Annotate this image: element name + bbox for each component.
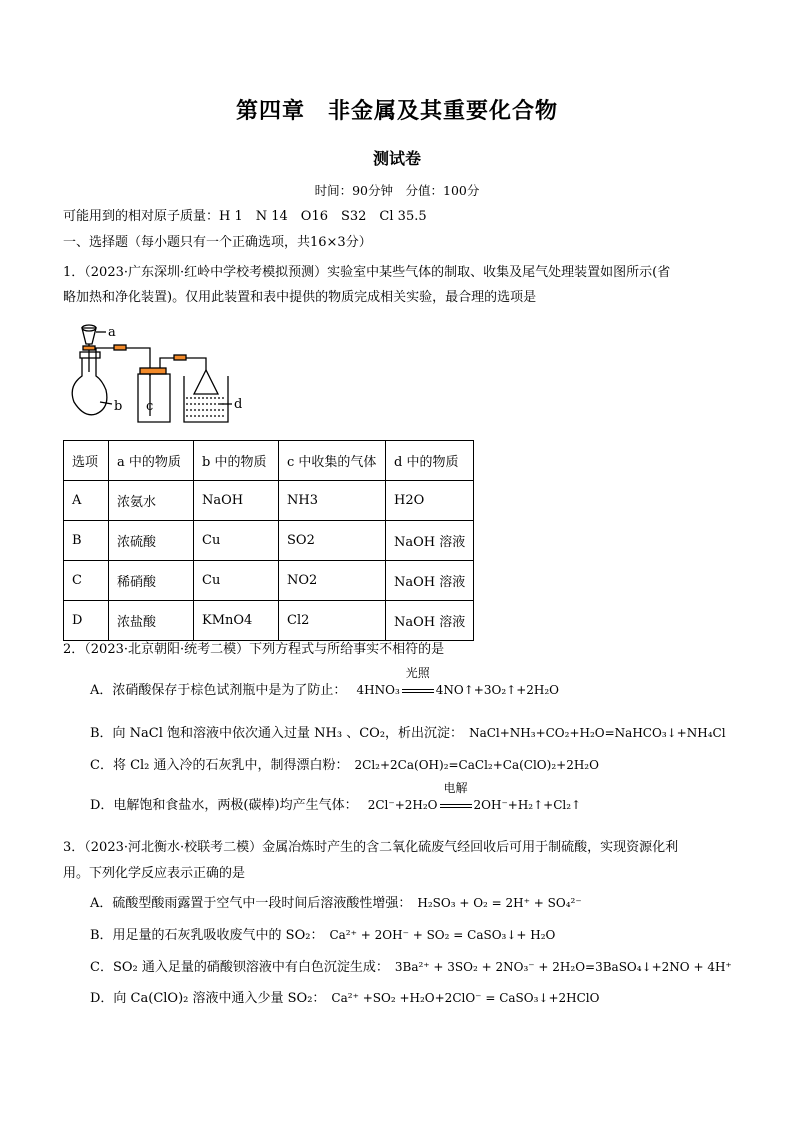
page-subtitle: 测试卷	[372, 149, 421, 168]
table-cell: Cu	[194, 561, 279, 601]
table-cell: NaOH	[194, 481, 279, 521]
collecting-bottle-c	[138, 374, 170, 422]
label-b: b	[114, 399, 123, 414]
table-cell: Cu	[194, 521, 279, 561]
q3-option-d-text: D．向 Ca(ClO)₂ 溶液中通入少量 SO₂：	[90, 991, 326, 1006]
q1-stem-line1: 1．（2023·广东深圳·红岭中学校考模拟预测）实验室中某些气体的制取、收集及尾气处理装置如图所示(省	[63, 265, 671, 280]
q2-option-a-condition: 光照	[405, 666, 430, 680]
q3-option-d-eq: Ca²⁺ +SO₂ +H₂O+2ClO⁻ = CaSO₃↓+2HClO	[331, 991, 600, 1005]
table-cell: NaOH 溶液	[386, 601, 474, 641]
page-title: 第四章 非金属及其重要化合物	[235, 99, 558, 124]
q2-stem: 2．（2023·北京朝阳·统考二模）下列方程式与所给事实不相符的是	[63, 642, 445, 657]
q2-option-a	[90, 666, 560, 701]
table-cell: 浓硫酸	[109, 521, 194, 561]
table-cell: D	[64, 601, 109, 641]
q2-option-a-text: A．浓硝酸保存于棕色试剂瓶中是为了防止：	[90, 683, 347, 698]
table-cell: H2O	[386, 481, 474, 521]
q2-option-d-text: D．电解饱和食盐水，两极(碳棒)均产生气体：	[90, 798, 358, 813]
q2-option-a-arrow	[402, 666, 434, 701]
q1-stem-line2: 略加热和净化装置)。仅用此装置和表中提供的物质完成相关实验，最合理的选项是	[63, 290, 537, 305]
label-a: a	[108, 325, 116, 340]
q3-option-c	[90, 957, 732, 978]
q2-option-d-lhs: 2Cl⁻+2H₂O	[367, 798, 438, 812]
apparatus-diagram	[66, 318, 266, 430]
table-header-row	[64, 441, 474, 481]
table-row	[64, 521, 474, 561]
q2-option-c-eq: 2Cl₂+2Ca(OH)₂=CaCl₂+Ca(ClO)₂+2H₂O	[354, 758, 599, 772]
q3-option-b-text: B．用足量的石灰乳吸收废气中的 SO₂：	[90, 928, 324, 943]
label-d: d	[234, 397, 243, 412]
table-cell: NaOH 溶液	[386, 521, 474, 561]
section-heading: 一、选择题（每小题只有一个正确选项，共16×3分）	[63, 235, 372, 250]
q3-stem-line1: 3．（2023·河北衡水·校联考二模）金属冶炼时产生的含二氧化硫废气经回收后可用于制硫酸，实现资源化利	[63, 840, 679, 855]
q2-option-d-rhs: 2OH⁻+H₂↑+Cl₂↑	[473, 798, 582, 812]
table-header-cell: 选项	[64, 441, 109, 481]
table-row	[64, 601, 474, 641]
table-cell: A	[64, 481, 109, 521]
q3-option-d	[90, 988, 599, 1009]
atomic-mass-line: 可能用到的相对原子质量：H 1 N 14 O16 S32 Cl 35.5	[63, 209, 427, 224]
table-header-cell: d 中的物质	[386, 441, 474, 481]
q3-option-a-eq: H₂SO₃ + O₂ = 2H⁺ + SO₄²⁻	[417, 896, 582, 910]
time-score-info: 时间：90分钟 分值：100分	[314, 183, 480, 198]
q2-option-b	[90, 723, 726, 744]
table-cell: Cl2	[279, 601, 386, 641]
q3-option-b	[90, 925, 555, 946]
table-row	[64, 561, 474, 601]
table-cell: KMnO4	[194, 601, 279, 641]
q3-option-c-text: C．SO₂ 通入足量的硝酸钡溶液中有白色沉淀生成：	[90, 960, 389, 975]
q3-option-a	[90, 893, 582, 914]
table-cell: NO2	[279, 561, 386, 601]
table-row	[64, 481, 474, 521]
q2-option-d	[90, 781, 582, 816]
q2-option-a-rhs: 4NO↑+3O₂↑+2H₂O	[435, 683, 560, 697]
q2-option-b-text: B．向 NaCl 饱和溶液中依次通入过量 NH₃ 、CO₂，析出沉淀：	[90, 726, 464, 741]
q3-option-c-eq: 3Ba²⁺ + 3SO₂ + 2NO₃⁻ + 2H₂O=3BaSO₄↓+2NO + 4H⁺	[394, 960, 732, 974]
table-header-cell: c 中收集的气体	[279, 441, 386, 481]
q2-option-b-eq: NaCl+NH₃+CO₂+H₂O=NaHCO₃↓+NH₄Cl	[469, 726, 726, 740]
table-cell: 浓氨水	[109, 481, 194, 521]
table-cell: 浓盐酸	[109, 601, 194, 641]
options-table	[63, 440, 474, 641]
table-header-cell: b 中的物质	[194, 441, 279, 481]
beaker-d	[184, 376, 228, 422]
q3-option-b-eq: Ca²⁺ + 2OH⁻ + SO₂ = CaSO₃↓+ H₂O	[329, 928, 556, 942]
q2-option-c-text: C．将 Cl₂ 通入冷的石灰乳中，制得漂白粉：	[90, 758, 349, 773]
table-cell: C	[64, 561, 109, 601]
q3-stem-line2: 用。下列化学反应表示正确的是	[63, 866, 246, 881]
table-cell: B	[64, 521, 109, 561]
table-cell: NH3	[279, 481, 386, 521]
q2-option-c	[90, 755, 599, 776]
table-header-cell: a 中的物质	[109, 441, 194, 481]
table-cell: NaOH 溶液	[386, 561, 474, 601]
q2-option-a-lhs: 4HNO₃	[356, 683, 400, 697]
table-cell: SO2	[279, 521, 386, 561]
label-c: c	[146, 399, 154, 414]
table-cell: 稀硝酸	[109, 561, 194, 601]
q2-option-d-arrow	[440, 781, 472, 816]
q2-option-d-condition: 电解	[443, 781, 468, 795]
q3-option-a-text: A．硫酸型酸雨露置于空气中一段时间后溶液酸性增强：	[90, 896, 412, 911]
